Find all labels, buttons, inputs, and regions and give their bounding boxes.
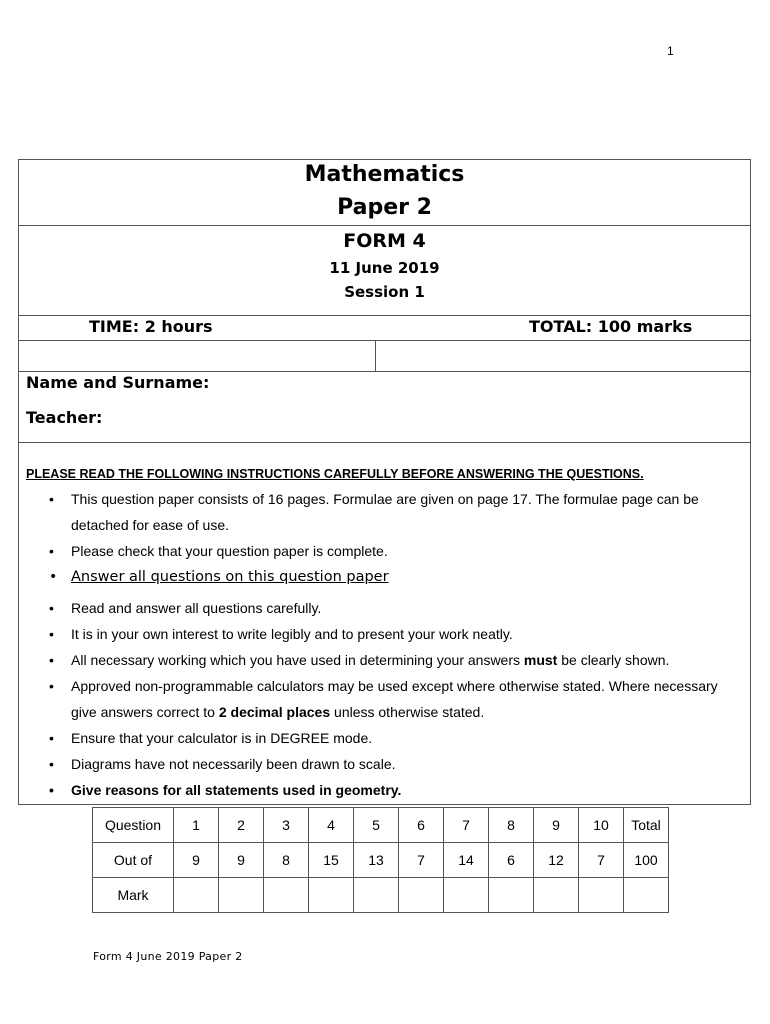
out-of-cell: 12 [534,843,579,878]
out-of-cell: 6 [489,843,534,878]
instructions-heading: PLEASE READ THE FOLLOWING INSTRUCTIONS CAREFULLY BEFORE ANSWERING THE QUESTIONS. [26,467,644,481]
instruction-item: • Ensure that your calculator is in DEGREE mode. [71,725,741,751]
form-label: FORM 4 [343,230,426,252]
question-cell: 9 [534,808,579,843]
mark-cell [489,878,534,913]
out-of-cell: 7 [399,843,444,878]
out-of-cell: 7 [579,843,624,878]
subject-title: Mathematics [304,162,465,187]
out-of-cell: 8 [264,843,309,878]
paper-title: Paper 2 [337,195,432,220]
out-of-cell: 13 [354,843,399,878]
question-cell: 7 [444,808,489,843]
question-cell: 6 [399,808,444,843]
page-footer: Form 4 June 2019 Paper 2 [93,950,243,963]
instruction-item: • Answer all questions on this question paper [71,564,741,590]
divider [19,442,750,443]
row-label: Question [93,808,174,843]
instruction-item: • It is in your own interest to write legibly and to present your work neatly. [71,621,741,647]
mark-cell [534,878,579,913]
row-label: Out of [93,843,174,878]
mark-cell [624,878,669,913]
out-of-cell: 15 [309,843,354,878]
instruction-item: • Please check that your question paper is complete. [71,538,741,564]
cell-divider [375,340,376,371]
marks-table [92,807,669,913]
total-marks-label: TOTAL: 100 marks [529,317,693,336]
question-cell: 8 [489,808,534,843]
question-row [93,808,669,843]
question-cell: 10 [579,808,624,843]
instruction-item: • This question paper consists of 16 pages. Formulae are given on page 17. The formulae page can be detached for ease of use. [71,486,741,538]
mark-cell [309,878,354,913]
instruction-item: • Give reasons for all statements used in geometry. [71,777,741,803]
mark-cell [399,878,444,913]
divider [19,371,750,372]
mark-cell [174,878,219,913]
out-of-cell: 9 [219,843,264,878]
out-of-row [93,843,669,878]
divider [19,340,750,341]
out-of-cell: 14 [444,843,489,878]
instruction-item: • All necessary working which you have used in determining your answers must be clearly shown. [71,647,741,673]
teacher-label: Teacher: [26,408,103,427]
question-cell: 4 [309,808,354,843]
mark-cell [354,878,399,913]
mark-cell [219,878,264,913]
instruction-item: • Approved non-programmable calculators may be used except where otherwise stated. Where necessary give answers correct to 2 decimal places unless otherwise stated. [71,673,741,725]
mark-cell [444,878,489,913]
row-label: Mark [93,878,174,913]
mark-row [93,878,669,913]
divider [19,225,750,226]
page-number: 1 [667,44,674,58]
question-cell: 2 [219,808,264,843]
out-of-cell: 9 [174,843,219,878]
question-cell: 5 [354,808,399,843]
out-of-cell: 100 [624,843,669,878]
exam-date: 11 June 2019 [329,259,440,277]
time-label: TIME: 2 hours [89,317,213,336]
question-cell: 3 [264,808,309,843]
cover-frame [18,159,751,805]
mark-cell [579,878,624,913]
session-label: Session 1 [344,283,425,301]
question-cell: Total [624,808,669,843]
question-cell: 1 [174,808,219,843]
instruction-item: • Read and answer all questions carefully. [71,595,741,621]
divider [19,315,750,316]
mark-cell [264,878,309,913]
instruction-item: • Diagrams have not necessarily been drawn to scale. [71,751,741,777]
name-surname-label: Name and Surname: [26,373,210,392]
